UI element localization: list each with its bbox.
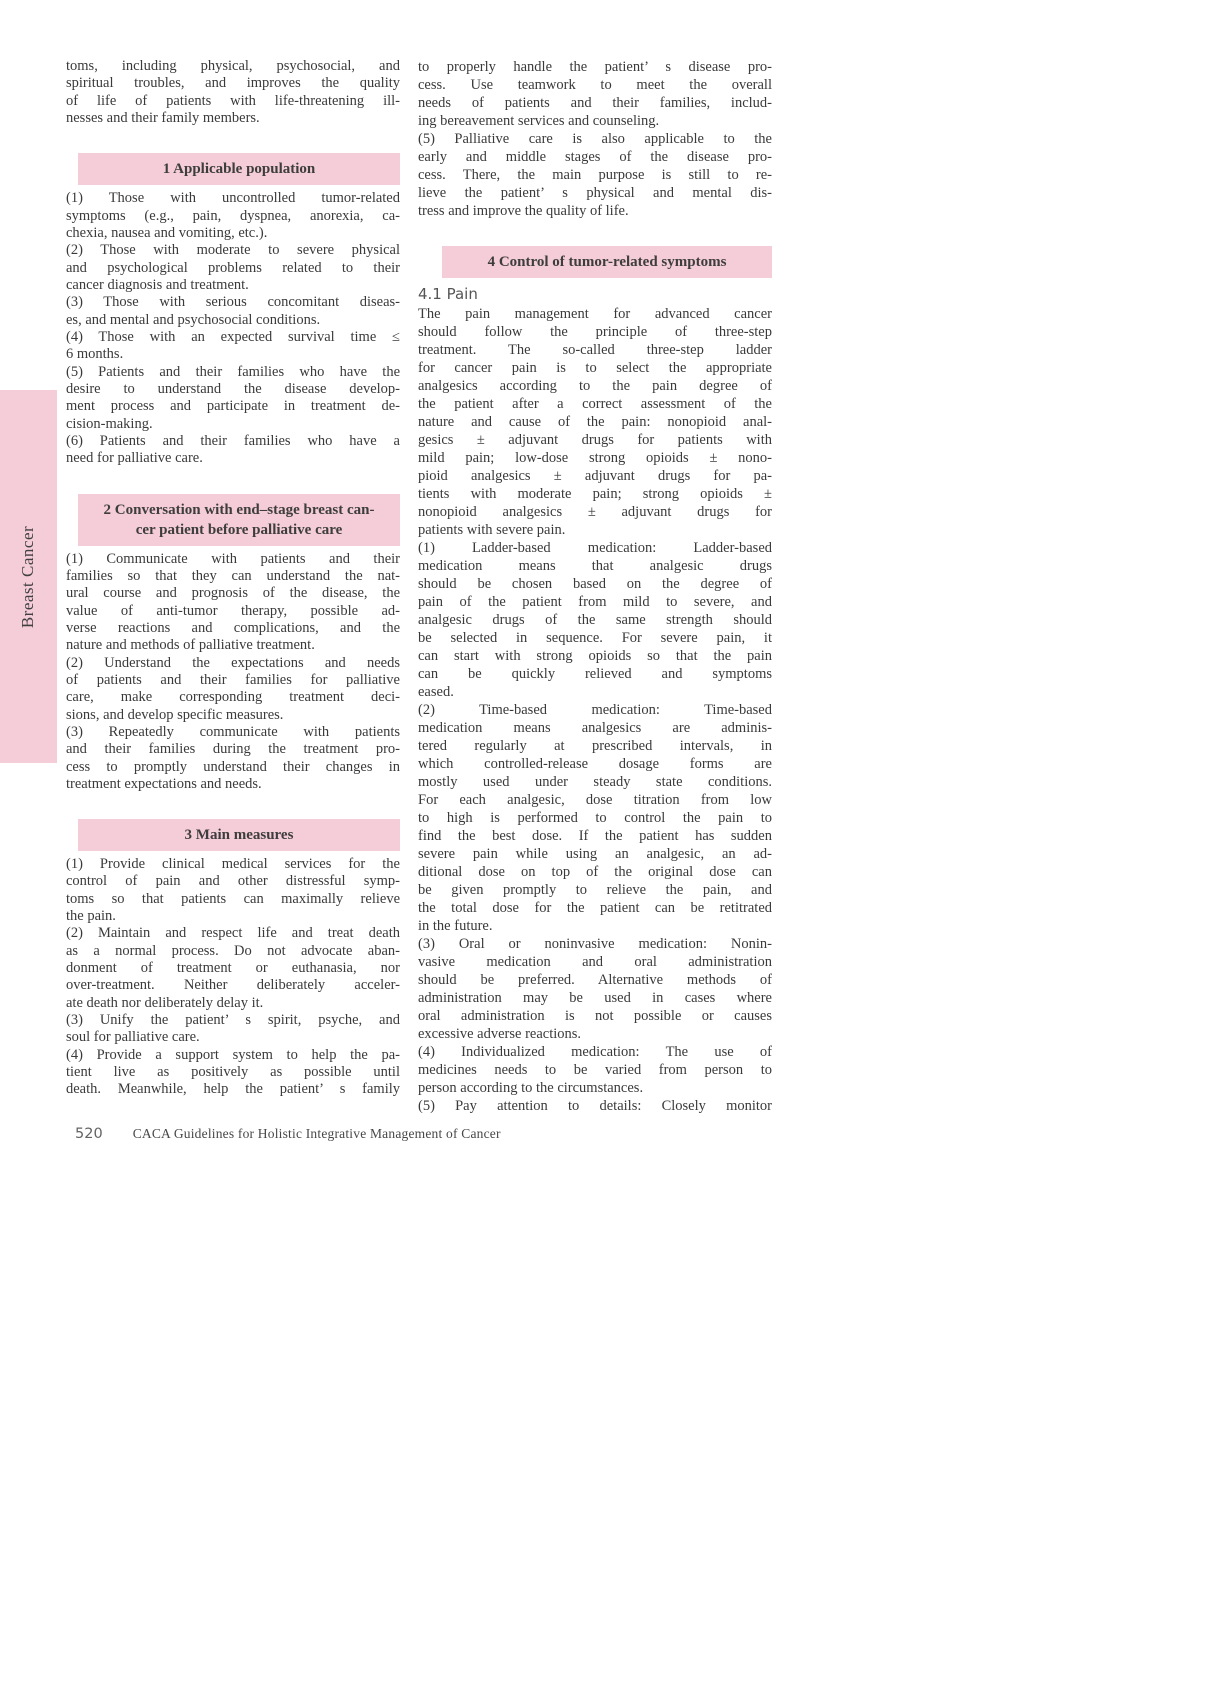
body-line: toms, including physical, psychosocial, and <box>66 58 400 74</box>
body-line: (2) Those with moderate to severe physical <box>66 242 400 259</box>
paragraph <box>66 551 400 655</box>
paragraph <box>66 190 400 242</box>
paragraph <box>66 364 400 433</box>
page-footer <box>75 1126 501 1142</box>
body-line: cess. Use teamwork to meet the overall <box>418 77 772 93</box>
body-line: mostly used under steady state conditions. <box>418 774 772 790</box>
body-line: tients with moderate pain; strong opioids ± <box>418 486 772 502</box>
body-line: tress and improve the quality of life. <box>418 203 629 219</box>
body-line: of life of patients with life-threatening ill- <box>66 92 400 109</box>
body-line: ural course and prognosis of the disease, the <box>66 585 400 602</box>
body-line: ate death nor deliberately delay it. <box>66 994 264 1011</box>
paragraph <box>418 130 772 220</box>
body-line: treatment expectations and needs. <box>66 775 262 792</box>
body-line: as a normal process. Do not advocate aban- <box>66 942 400 959</box>
body-line: (5) Palliative care is also applicable to the <box>418 131 772 147</box>
body-line: (1) Provide clinical medical services for the <box>66 856 400 873</box>
body-line: ditional dose on top of the original dose can <box>418 864 772 880</box>
body-line: cancer diagnosis and treatment. <box>66 276 249 293</box>
paragraph <box>66 1012 400 1047</box>
body-line: pain of the patient from mild to severe, and <box>418 594 772 610</box>
body-line: death. Meanwhile, help the patient’ s family <box>66 1081 400 1098</box>
body-line: eased. <box>418 684 454 700</box>
paragraph <box>418 935 772 1043</box>
heading-line: 1 Applicable population <box>162 161 316 178</box>
body-line: nature and methods of palliative treatment. <box>66 637 315 654</box>
body-line: ment process and participate in treatment de- <box>66 398 400 415</box>
body-line: medicines needs to be varied from person to <box>418 1062 772 1078</box>
body-line: (4) Those with an expected survival time ≤ <box>66 328 400 345</box>
footer-book-title: CACA Guidelines for Holistic Integrative Management of Cancer <box>132 1126 501 1141</box>
paragraph <box>66 655 400 724</box>
sidebar-tab <box>0 390 57 763</box>
body-line: treatment. The so-called three-step ladder <box>418 342 772 358</box>
body-line: medication means that analgesic drugs <box>418 558 772 574</box>
body-line: (3) Repeatedly communicate with patients <box>66 723 400 740</box>
body-line: (3) Oral or noninvasive medication: Nonin- <box>418 936 772 952</box>
body-line: the pain. <box>66 908 116 925</box>
body-line: person according to the circumstances. <box>418 1080 644 1096</box>
sidebar-tab-label: Breast Cancer <box>18 525 38 628</box>
body-line: (1) Those with uncontrolled tumor-related <box>66 190 400 207</box>
body-line: (6) Patients and their families who have a <box>66 432 400 449</box>
paragraph <box>418 701 772 935</box>
body-line: tient live as positively as possible until <box>66 1064 400 1081</box>
body-line: to high is performed to control the pain to <box>418 810 772 826</box>
body-line: should be chosen based on the degree of <box>418 576 772 592</box>
body-line: early and middle stages of the disease pro- <box>418 149 772 165</box>
body-line: needs of patients and their families, includ- <box>418 95 772 111</box>
paragraph <box>418 305 772 539</box>
body-line: (1) Ladder-based medication: Ladder-based <box>418 540 772 556</box>
body-line: the total dose for the patient can be retitrated <box>418 900 772 916</box>
body-line: of patients and their families for palliative <box>66 671 400 688</box>
left-column <box>66 58 400 1099</box>
section-heading <box>78 494 400 546</box>
body-line: should be preferred. Alternative methods of <box>418 972 772 988</box>
body-line: (5) Patients and their families who have the <box>66 363 400 380</box>
body-line: (5) Pay attention to details: Closely monitor <box>418 1098 772 1114</box>
body-line: (3) Unify the patient’ s spirit, psyche, and <box>66 1012 400 1029</box>
body-line: (2) Time-based medication: Time-based <box>418 702 772 718</box>
section-heading <box>442 246 772 278</box>
body-line: soul for palliative care. <box>66 1029 200 1046</box>
body-line: donment of treatment or euthanasia, nor <box>66 960 400 977</box>
body-line: the patient after a correct assessment of the <box>418 396 772 412</box>
body-line: be selected in sequence. For severe pain, it <box>418 630 772 646</box>
body-line: patients with severe pain. <box>418 522 566 538</box>
body-line: be given promptly to relieve the pain, and <box>418 882 772 898</box>
body-line: administration may be used in cases where <box>418 990 772 1006</box>
body-line: (3) Those with serious concomitant diseas- <box>66 294 400 311</box>
body-line: ing bereavement services and counseling. <box>418 113 660 129</box>
body-line: toms so that patients can maximally relieve <box>66 890 400 907</box>
body-line: cess to promptly understand their changes in <box>66 758 400 775</box>
body-line: which controlled-release dosage forms are <box>418 756 772 772</box>
body-line: over-treatment. Neither deliberately acceler- <box>66 977 400 994</box>
body-line: desire to understand the disease develop- <box>66 380 400 397</box>
body-line: pioid analgesics ± adjuvant drugs for pa- <box>418 468 772 484</box>
paragraph <box>66 58 400 127</box>
body-line: nonopioid analgesics ± adjuvant drugs for <box>418 504 772 520</box>
body-line: to properly handle the patient’ s disease pro- <box>418 59 772 75</box>
body-line: vasive medication and oral administration <box>418 954 772 970</box>
body-line: spiritual troubles, and improves the quality <box>66 75 400 92</box>
body-line: find the best dose. If the patient has sudden <box>418 828 772 844</box>
body-line: gesics ± adjuvant drugs for patients with <box>418 432 772 448</box>
body-line: verse reactions and complications, and the <box>66 619 400 636</box>
body-line: chexia, nausea and vomiting, etc.). <box>66 224 268 241</box>
body-line: nesses and their family members. <box>66 109 260 126</box>
body-line: symptoms (e.g., pain, dyspnea, anorexia, ca- <box>66 207 400 224</box>
heading-line: 2 Conversation with end–stage breast can- <box>103 501 375 518</box>
body-line: tered regularly at prescribed intervals, in <box>418 738 772 754</box>
body-line: For each analgesic, dose titration from low <box>418 792 772 808</box>
body-line: value of anti-tumor therapy, possible ad- <box>66 602 400 619</box>
body-line: (2) Maintain and respect life and treat death <box>66 925 400 942</box>
body-line: mild pain; low-dose strong opioids ± nono- <box>418 450 772 466</box>
body-line: sions, and develop specific measures. <box>66 706 284 723</box>
body-line: nature and cause of the pain: nonopioid anal- <box>418 414 772 430</box>
body-line: and their families during the treatment pro- <box>66 741 400 758</box>
body-line: oral administration is not possible or causes <box>418 1008 772 1024</box>
right-column <box>418 58 772 1115</box>
paragraph <box>66 724 400 793</box>
body-line: (4) Individualized medication: The use of <box>418 1044 772 1060</box>
section-heading <box>78 153 400 185</box>
body-line: care, make corresponding treatment deci- <box>66 689 400 706</box>
heading-line: cer patient before palliative care <box>135 521 343 538</box>
paragraph <box>66 925 400 1012</box>
paragraph <box>418 1097 772 1115</box>
body-line: The pain management for advanced cancer <box>418 306 772 322</box>
paragraph <box>66 242 400 294</box>
paragraph <box>418 58 772 130</box>
body-line: severe pain while using an analgesic, an ad- <box>418 846 772 862</box>
body-line: can start with strong opioids so that the pain <box>418 648 772 664</box>
paragraph <box>66 433 400 468</box>
body-line: lieve the patient’ s physical and mental dis- <box>418 185 772 201</box>
paragraph <box>418 539 772 701</box>
body-line: need for palliative care. <box>66 450 203 467</box>
page-number: 520 <box>75 1126 103 1142</box>
body-line: should follow the principle of three-step <box>418 324 772 340</box>
paragraph <box>66 294 400 329</box>
heading-line: 3 Main measures <box>184 827 294 844</box>
body-line: (4) Provide a support system to help the pa- <box>66 1046 400 1063</box>
body-line: 6 months. <box>66 346 124 363</box>
body-line: excessive adverse reactions. <box>418 1026 582 1042</box>
body-line: analgesic drugs of the same strength should <box>418 612 772 628</box>
body-line: families so that they can understand the nat- <box>66 567 400 584</box>
body-line: and psychological problems related to their <box>66 259 400 276</box>
body-line: can be quickly relieved and symptoms <box>418 666 772 682</box>
body-line: es, and mental and psychosocial conditions. <box>66 311 321 328</box>
body-line: cision-making. <box>66 415 153 432</box>
body-line: analgesics according to the pain degree of <box>418 378 772 394</box>
subheading-line: 4.1 Pain <box>418 285 478 303</box>
section-heading <box>78 819 400 851</box>
paragraph <box>66 1047 400 1099</box>
body-line: in the future. <box>418 918 493 934</box>
body-line: for cancer pain is to select the appropriate <box>418 360 772 376</box>
heading-line: 4 Control of tumor-related symptoms <box>487 254 727 270</box>
body-line: (1) Communicate with patients and their <box>66 550 400 567</box>
body-line: (2) Understand the expectations and needs <box>66 654 400 671</box>
body-line: cess. There, the main purpose is still to re- <box>418 167 772 183</box>
body-line: medication means analgesics are adminis- <box>418 720 772 736</box>
paragraph <box>66 856 400 925</box>
subsection-heading <box>418 283 772 305</box>
paragraph <box>66 329 400 364</box>
paragraph <box>418 1043 772 1097</box>
body-line: control of pain and other distressful symp- <box>66 873 400 890</box>
